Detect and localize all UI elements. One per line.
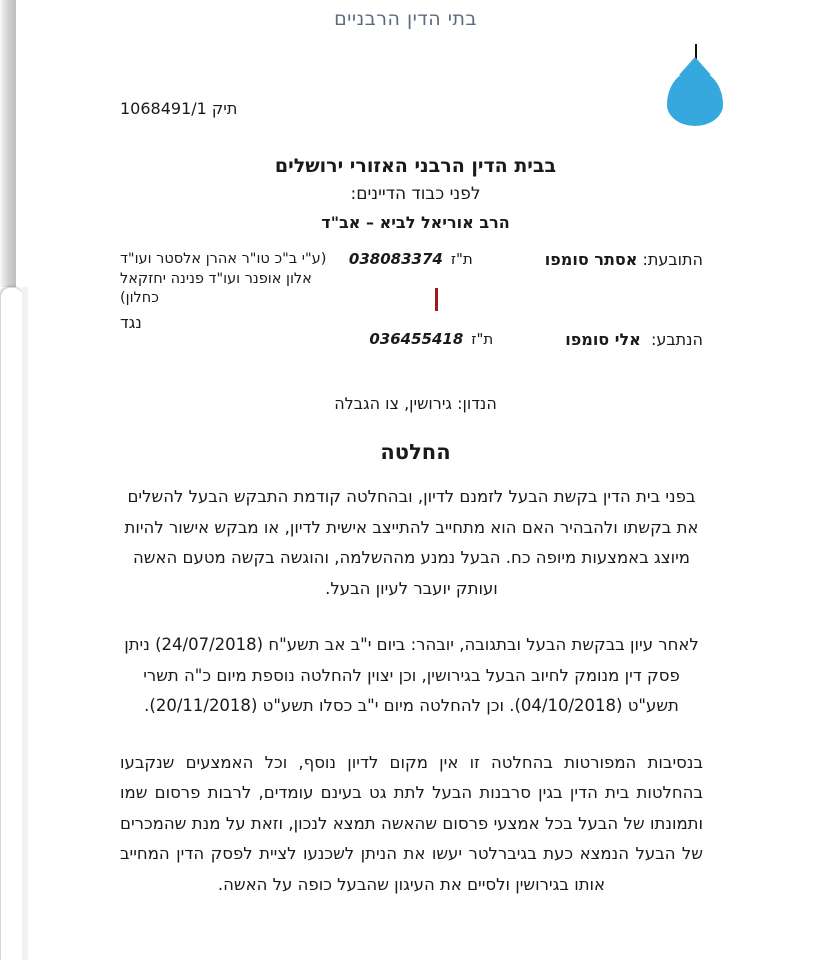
defendant-role: הנתבע: [650, 330, 703, 349]
paragraph-3: בנסיבות המפורטות בהחלטה זו אין מקום לדיון נוסף, וכל האמצעים שנקבעו בהחלטות בית הדין בגין סרבנות הבעל לתת גט בעינם עומדים, לרבות פרסום שמו ותמונתו של הבעל בכל אמצעי פרסום שהאשה תמצא לנכון, וזאת על מנת שהמכרים של הבעל הנמצא כעת בגיברלטר יעשו את הניתן לשכנעו לציית לפסק הדין המחייב אותו בגירושין ולסיים את העיגון שהבעל כופה על האשה. [120, 752, 703, 894]
plaintiff-id-number: 038083374 [348, 250, 443, 268]
plaintiff-id [349, 250, 473, 268]
plaintiff-counsel: (ע"י ב"כ טו"ר אהרן אלסטר ועו"ד אלון אופנר ועו"ד פנינה יחזקאל כחלון) [120, 251, 327, 307]
right-edge-band [0, 0, 16, 287]
plaintiff-row [120, 250, 703, 309]
plaintiff-id-label: ת"ז [450, 250, 473, 268]
defendant-id [369, 330, 493, 348]
court-heading-block [0, 152, 831, 238]
paragraph-1: בפני בית הדין בקשת הבעל לזמנם לדיון, ובהחלטה קודמת התבקש הבעל להשלים את בקשתו ולהבהיר האם הוא מתחייב להתייצב אישית לדיון, או מבקש אישור להיות מיוצג באמצעות מיופה כח. הבעל נמנע מההשלמה, והוגשה בקשה מטעם האשה ועותק יועבר לעיון הבעל. [124, 487, 699, 598]
defendant-name: אלי סומפו [565, 330, 641, 349]
droplet-icon [667, 70, 723, 126]
site-header [0, 0, 831, 38]
plaintiff-role: התובעת: [642, 250, 703, 269]
subject-line: הנדון: גירושין, צו הגבלה [334, 394, 497, 413]
site-title: בתי הדין הרבניים [334, 8, 477, 30]
paragraph-2: לאחר עיון בבקשת הבעל ובתגובה, יובהר: ביום י"ב אב תשע"ח (24/07/2018) ניתן פסק דין מנומק לחיוב הבעל בגירושין, וכן יצוין להחלטה נוספת מיום כ"ה תשרי תשע"ט (04/10/2018). וכן להחלטה מיום י"ב כסלו תשע"ט (20/11/2018). [124, 635, 699, 716]
defendant-id-number: 036455418 [369, 330, 464, 348]
versus-label: נגד [120, 313, 142, 332]
defendant-label [565, 330, 703, 349]
decision-heading: החלטה [380, 440, 451, 464]
red-annotation-mark [435, 288, 438, 311]
plaintiff-label [545, 250, 703, 269]
parties-block [120, 250, 703, 309]
case-number: תיק 1068491/1 [120, 99, 238, 118]
right-peek-panel[interactable] [0, 287, 23, 960]
plaintiff-name: אסתר סומפו [544, 250, 638, 269]
decision-paragraphs [120, 482, 703, 926]
before-judges-label: לפני כבוד הדיינים: [350, 183, 481, 204]
judge-name: הרב אוריאל לביא – אב"ד [321, 212, 510, 232]
defendant-id-label: ת"ז [471, 330, 494, 348]
balloon-droplet-logo [664, 44, 726, 132]
court-name: בבית הדין הרבני האזורי ירושלים [274, 155, 557, 177]
right-panel-gap [22, 287, 28, 960]
defendant-row [120, 330, 703, 349]
